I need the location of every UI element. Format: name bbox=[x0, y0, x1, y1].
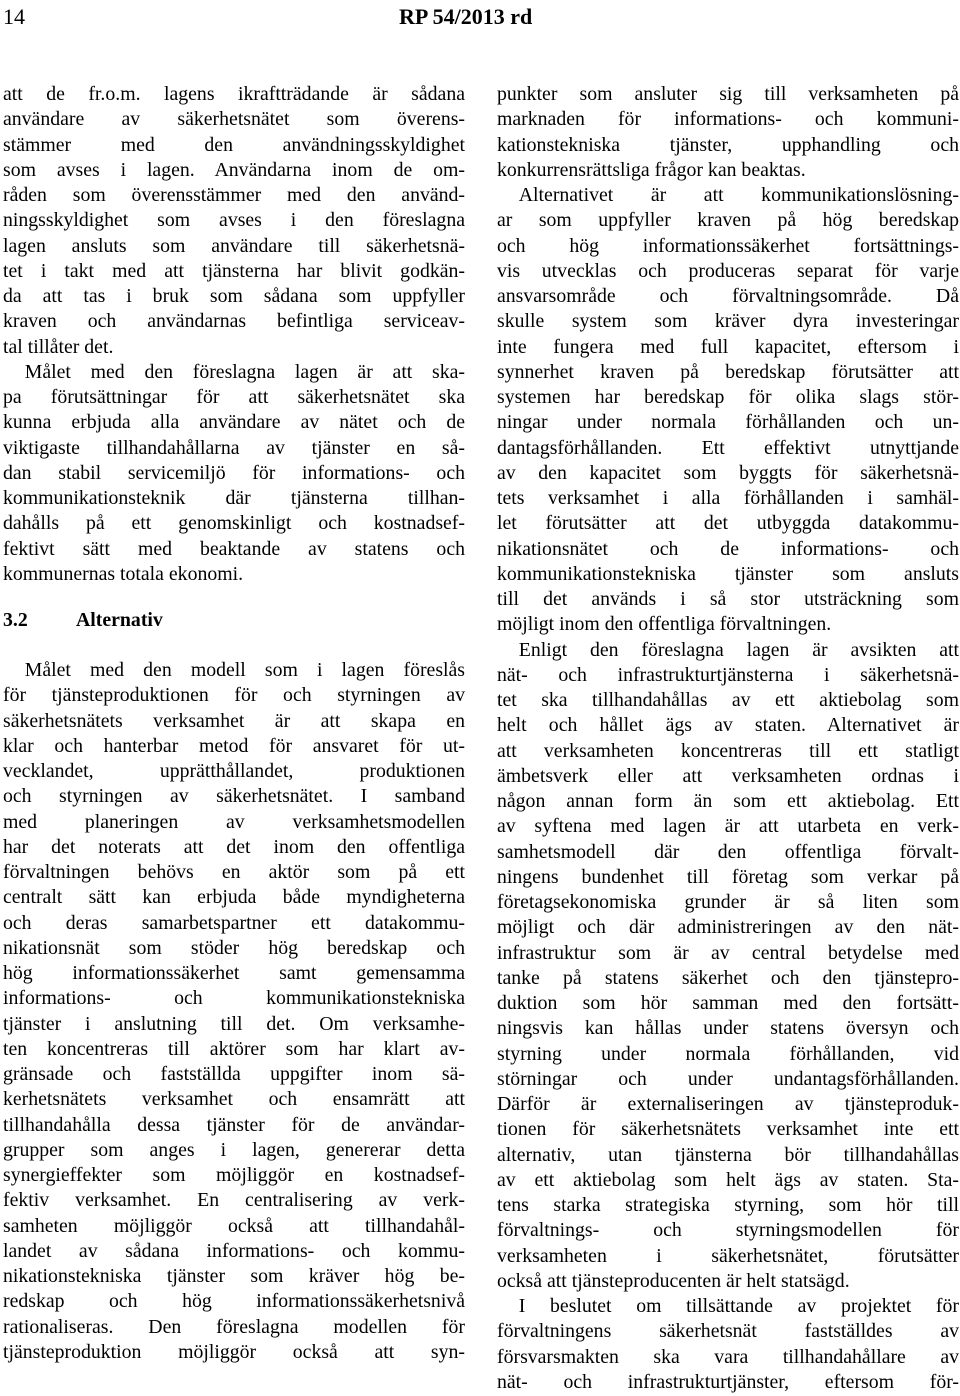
text-line: samheten möjliggör också att tillhandahål- bbox=[3, 1214, 465, 1237]
text-line: förvaltningen behövs en aktör som på ett bbox=[3, 861, 465, 883]
text-line: duktion som hör samman med den fortsätt- bbox=[497, 992, 959, 1014]
text-line: helt och hållet ägs av staten. Alternativet är bbox=[497, 714, 959, 737]
text-line: råden som överensstämmer med den använd- bbox=[3, 184, 465, 206]
text-line: kraven och användarnas befintliga serviceav- bbox=[3, 310, 465, 333]
text-line: dantagsförhållanden. Ett effektivt utnyttjande bbox=[497, 436, 959, 459]
text-line: styrning under normala förhållanden, vid bbox=[497, 1042, 959, 1065]
text-line: också att tjänsteproducenten är helt statsägd. bbox=[497, 1269, 850, 1292]
text-line: centralt sätt kan erbjuda både myndigheterna bbox=[3, 886, 465, 909]
text-line: ämbetsverk eller att verksamheten ordnas i bbox=[497, 764, 959, 787]
text-line: ningsvis kan hållas under statens översyn och bbox=[497, 1017, 959, 1040]
text-line: tjänster i anslutning till det. Om verksamhe- bbox=[3, 1012, 465, 1035]
text-line: av syftena med lagen är att utarbeta en verk- bbox=[497, 815, 959, 838]
text-line: vecklandet, upprätthållandet, produktionen bbox=[3, 760, 465, 782]
text-line: förvaltnings- och styrningsmodellen för bbox=[497, 1219, 959, 1242]
text-line: företagsekonomiska grunder är så liten som bbox=[497, 891, 959, 913]
text-line: för tjänsteproduktionen för och styrningen av bbox=[3, 684, 465, 707]
left-column bbox=[3, 82, 465, 1365]
text-line: tets verksamhet i alla förhållanden i samhäl- bbox=[497, 487, 959, 509]
section-title: Alternativ bbox=[76, 609, 163, 631]
text-line: tal tillåter det. bbox=[3, 335, 114, 358]
text-line: lagen ansluts som användare till säkerhetsnä- bbox=[3, 234, 465, 257]
text-line: pa förutsättningar för att säkerhetsnätet ska bbox=[3, 386, 465, 408]
text-line: förvaltningens säkerhetsnät fastställdes av bbox=[497, 1320, 959, 1343]
paragraph-block bbox=[497, 82, 959, 183]
text-line: tjänsteproduktion möjliggör också att syn- bbox=[3, 1340, 465, 1363]
text-line: fektivt sätt med beaktande av statens och bbox=[3, 537, 465, 560]
text-line: synnerhet kraven på beredskap förutsätter att bbox=[497, 360, 959, 383]
text-line: punkter som ansluter sig till verksamheten på bbox=[497, 83, 959, 105]
text-line: störningar och under undantagsförhållanden. bbox=[497, 1067, 959, 1090]
text-line: ansvarsområde och förvaltningsområde. Då bbox=[497, 285, 959, 307]
text-line: vis utvecklas och produceras separat för varje bbox=[497, 259, 959, 282]
section-heading bbox=[3, 608, 465, 658]
text-line: kommunernas totala ekonomi. bbox=[3, 562, 244, 585]
text-line: hög informationssäkerhet samt gemensamma bbox=[3, 962, 465, 984]
text-line: Målet med den modell som i lagen föreslås bbox=[24, 659, 465, 681]
text-line: och deras samarbetspartner ett datakommu- bbox=[3, 911, 465, 934]
text-line: skulle system som kräver dyra investeringar bbox=[497, 310, 959, 333]
text-line: säkerhetsnätets verksamhet är att skapa en bbox=[3, 709, 465, 732]
text-line: av ett aktiebolag som helt ägs av staten. Sta- bbox=[497, 1168, 959, 1191]
text-line: att de fr.o.m. lagens ikraftträdande är sådana bbox=[3, 83, 465, 105]
text-line: stämmer med den användningsskyldighet bbox=[3, 133, 465, 156]
text-line: dahålls på ett genomskinligt och kostnadsef- bbox=[3, 512, 465, 535]
text-line: systemen har beredskap för olika slags stör- bbox=[497, 386, 959, 408]
text-line: användare av säkerhetsnätet som överens- bbox=[3, 108, 465, 131]
text-line: någon annan form än som ett aktiebolag. Ett bbox=[497, 790, 959, 812]
text-line: och hög informationssäkerhet fortsättnings- bbox=[497, 234, 959, 257]
text-line: rationaliseras. Den föreslagna modellen för bbox=[3, 1315, 465, 1338]
text-line: kunna erbjuda alla användare av nätet och de bbox=[3, 411, 465, 434]
text-line: ningens bundenhet till företag som verkar på bbox=[497, 865, 959, 888]
text-line: tionen för säkerhetsnätets verksamhet inte ett bbox=[497, 1118, 959, 1141]
text-line: nikationsnätet och de informations- och bbox=[497, 537, 959, 560]
text-line: försvarsmakten ska vara tillhandahållare av bbox=[497, 1345, 959, 1368]
right-column bbox=[497, 82, 959, 1395]
text-line: ten koncentreras till aktörer som har klart av- bbox=[3, 1037, 465, 1060]
text-line: kerhetsnätets verksamhet och ensamrätt att bbox=[3, 1088, 465, 1111]
text-line: Alternativet är att kommunikationslösning- bbox=[518, 184, 959, 206]
text-line: nät- och infrastrukturtjänsterna i säkerhetsnä- bbox=[497, 663, 959, 686]
text-line: tanke på statens säkerhet och den tjänstepro- bbox=[497, 966, 959, 989]
paragraph-block bbox=[3, 82, 465, 360]
paragraph-block bbox=[497, 183, 959, 638]
text-line: möjligt inom den offentliga förvaltningen. bbox=[497, 613, 832, 636]
text-line: med planeringen av verksamhetsmodellen bbox=[3, 810, 465, 833]
document-title: RP 54/2013 rd bbox=[399, 4, 533, 29]
text-line: synergieffekter som möjliggör en kostnadsef- bbox=[3, 1164, 465, 1186]
paragraph-block bbox=[497, 1294, 959, 1395]
text-line: konkurrensrättsliga frågor kan beaktas. bbox=[497, 158, 806, 181]
text-line: redskap och hög informationssäkerhetsnivå bbox=[3, 1290, 465, 1313]
text-line: möjligt och där administreringen av den nät- bbox=[497, 916, 959, 939]
text-line: ningsskyldighet som avses i den föreslagna bbox=[3, 209, 465, 232]
text-line: ningar under normala förhållanden och un- bbox=[497, 411, 959, 434]
text-line: tet i takt med att tjänsterna har blivit godkän- bbox=[3, 259, 465, 282]
text-line: tens starka strategiska styrning, som hör till bbox=[497, 1194, 959, 1216]
text-line: I beslutet om tillsättande av projektet för bbox=[518, 1295, 959, 1317]
text-line: let förutsätter att det utbyggda datakommu- bbox=[497, 512, 959, 535]
text-line: nät- och infrastrukturtjänster, eftersom för- bbox=[497, 1370, 959, 1393]
text-line: att verksamheten koncentreras till ett statligt bbox=[497, 739, 959, 762]
text-line: samhetsmodell där den offentliga förvalt- bbox=[497, 840, 959, 863]
text-line: och styrningen av säkerhetsnätet. I samband bbox=[3, 785, 465, 808]
text-line: grupper som anges i lagen, genererar detta bbox=[3, 1138, 465, 1161]
page-number: 14 bbox=[3, 4, 25, 29]
text-line: da att tas i bruk som sådana som uppfyller bbox=[3, 285, 465, 307]
text-line: har det noterats att det inom den offentliga bbox=[3, 835, 465, 858]
text-line: av den kapacitet som byggts för säkerhetsnä- bbox=[497, 461, 959, 484]
section-number: 3.2 bbox=[3, 609, 28, 631]
text-line: till det används i så stor utsträckning som bbox=[497, 588, 959, 610]
text-line: kationstekniska tjänster, upphandling och bbox=[497, 133, 959, 156]
text-line: klar och hanterbar metod för ansvaret för ut- bbox=[3, 734, 465, 757]
text-line: verksamheten i säkerhetsnätet, förutsätter bbox=[497, 1244, 959, 1267]
text-line: nikationsnät som stöder hög beredskap och bbox=[3, 936, 465, 959]
text-line: alternativ, utan tjänsterna bör tillhandahållas bbox=[497, 1143, 959, 1166]
text-line: nikationstekniska tjänster som kräver hög be- bbox=[3, 1265, 465, 1287]
text-line: kommunikationstekniska tjänster som ansluts bbox=[497, 562, 959, 585]
paragraph-block bbox=[3, 658, 465, 1365]
text-line: marknaden för informations- och kommuni- bbox=[497, 108, 959, 131]
text-line: som avses i lagen. Användarna inom de om- bbox=[3, 158, 465, 181]
text-line: infrastruktur som är av central betydelse med bbox=[497, 941, 959, 964]
text-line: Enligt den föreslagna lagen är avsikten att bbox=[518, 638, 959, 661]
paragraph-block bbox=[3, 360, 465, 587]
text-line: tillhandahålla dessa tjänster för de användar- bbox=[3, 1113, 465, 1136]
text-line: fektiv verksamhet. En centralisering av verk- bbox=[3, 1189, 465, 1212]
text-line: tet ska tillhandahållas av ett aktiebolag som bbox=[497, 689, 959, 711]
text-line: gränsade och fastställda uppgifter inom sä- bbox=[3, 1063, 465, 1085]
text-line: Därför är externaliseringen av tjänsteproduk- bbox=[497, 1093, 959, 1115]
page-header bbox=[0, 0, 960, 40]
text-line: informations- och kommunikationstekniska bbox=[3, 987, 465, 1010]
paragraph-block bbox=[497, 638, 959, 1295]
text-line: Målet med den föreslagna lagen är att ska- bbox=[24, 360, 465, 383]
text-line: landet av sådana informations- och kommu- bbox=[3, 1239, 465, 1262]
text-line: ar som uppfyller kraven på hög beredskap bbox=[497, 209, 959, 232]
text-line: inte fungera med full kapacitet, eftersom i bbox=[497, 335, 959, 358]
text-line: viktigaste tillhandahållarna av tjänster en så- bbox=[3, 436, 465, 459]
text-line: dan stabil servicemiljö för informations- och bbox=[3, 461, 465, 484]
text-line: kommunikationsteknik där tjänsterna tillhan- bbox=[3, 487, 465, 509]
